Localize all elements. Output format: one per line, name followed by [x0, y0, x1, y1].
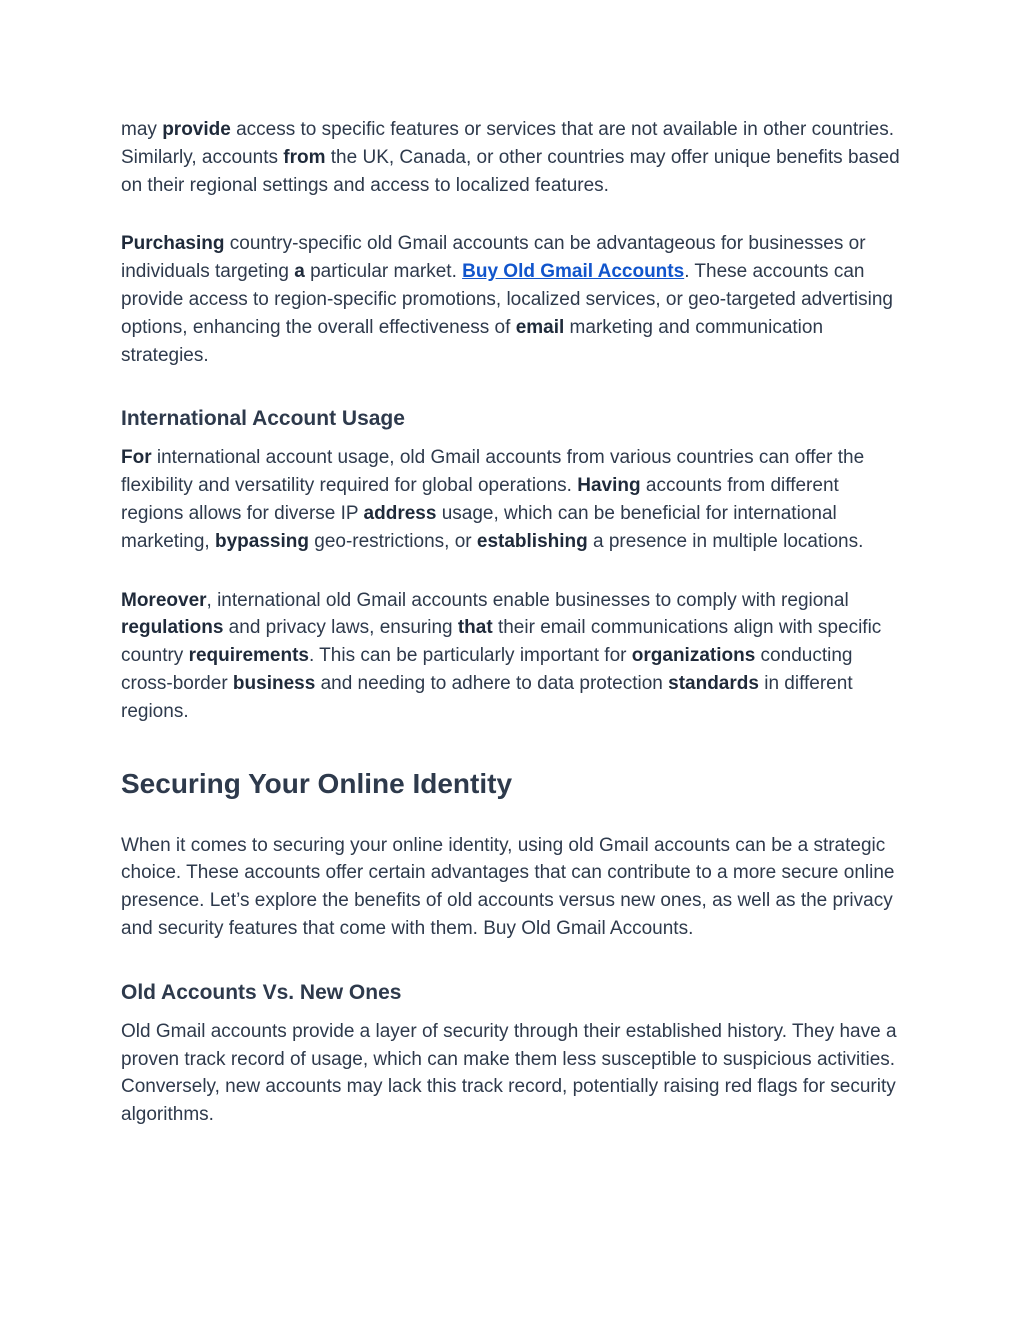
heading-securing-your-online-identity: Securing Your Online Identity	[121, 767, 513, 799]
heading-international-account-usage: International Account Usage	[121, 407, 405, 431]
text-run: . These accounts can provide access to region-specific promotions, localized services, or geo-targeted advertising options, enhancing the overall effectiveness of	[121, 261, 893, 338]
text-run: their email communications align with specific country	[121, 617, 882, 667]
text-run: usage, which can be beneficial for international marketing,	[121, 502, 837, 552]
bold-run: business	[232, 672, 316, 694]
paragraph-securing-identity: When it comes to securing your online identity, using old Gmail accounts can be a strategic choice. These accounts offer certain advantages that can contribute to a more secure online presence. Let’s explore the benefits of old accounts versus new ones, as well as the privacy and security features that come with them. Buy Old Gmail Accounts.	[121, 834, 895, 939]
text-run: accounts from different regions allows for diverse IP	[121, 475, 839, 524]
text-run: a presence in multiple locations.	[587, 530, 864, 552]
text-run: conducting cross-border	[121, 645, 853, 694]
bold-run: requirements	[188, 645, 309, 667]
bold-run: from	[283, 146, 326, 168]
paragraph-old-vs-new: Old Gmail accounts provide a layer of security through their established history. They have a proven track record of usage, which can make them less susceptible to suspicious activities. Conversely, new accounts may lack this track record, potentially raising red flags for security algorithms.	[121, 1020, 897, 1126]
buy-old-gmail-accounts-link[interactable]: Buy Old Gmail Accounts	[462, 261, 685, 283]
bold-run: organizations	[631, 645, 756, 667]
text-run: geo-restrictions, or	[308, 530, 477, 552]
paragraph-international-usage	[121, 444, 904, 555]
bold-run: a	[294, 261, 305, 283]
text-run: access to specific features or services that are not available in other countries. Similarly, accounts	[121, 119, 895, 168]
bold-run: establishing	[476, 530, 588, 552]
paragraph-moreover-compliance	[121, 587, 904, 726]
bold-run: Having	[577, 475, 641, 497]
text-run: and needing to adhere to data protection	[315, 672, 669, 694]
paragraph-regional-features	[121, 116, 904, 199]
text-run: marketing and communication strategies.	[121, 316, 824, 366]
text-run: particular market.	[304, 261, 463, 283]
text-run: . This can be particularly important for	[308, 645, 632, 667]
bold-run: regulations	[121, 617, 224, 639]
bold-run: bypassing	[214, 530, 309, 552]
text-run: and privacy laws, ensuring	[223, 617, 458, 639]
text-run: may	[121, 119, 163, 140]
text-run: country-specific old Gmail accounts can be advantageous for businesses or individuals targeting	[121, 233, 866, 283]
bold-run: For	[121, 447, 152, 469]
bold-run: that	[457, 617, 493, 639]
bold-run: standards	[668, 672, 759, 694]
bold-run: Moreover	[121, 589, 207, 611]
bold-run: address	[363, 502, 437, 524]
text-run: international account usage, old Gmail accounts from various countries can offer the flexibility and versatility required for global operations.	[121, 447, 865, 497]
text-run: in different regions.	[121, 672, 853, 722]
bold-run: Purchasing	[121, 233, 225, 255]
text-run: , international old Gmail accounts enable businesses to comply with regional	[206, 589, 849, 611]
bold-run: provide	[162, 119, 231, 140]
heading-old-accounts-vs-new-ones: Old Accounts Vs. New Ones	[121, 980, 402, 1004]
text-run: the UK, Canada, or other countries may offer unique benefits based on their regional settings and access to localized features.	[121, 146, 900, 196]
bold-run: email	[515, 316, 565, 338]
paragraph-purchasing	[121, 230, 904, 369]
